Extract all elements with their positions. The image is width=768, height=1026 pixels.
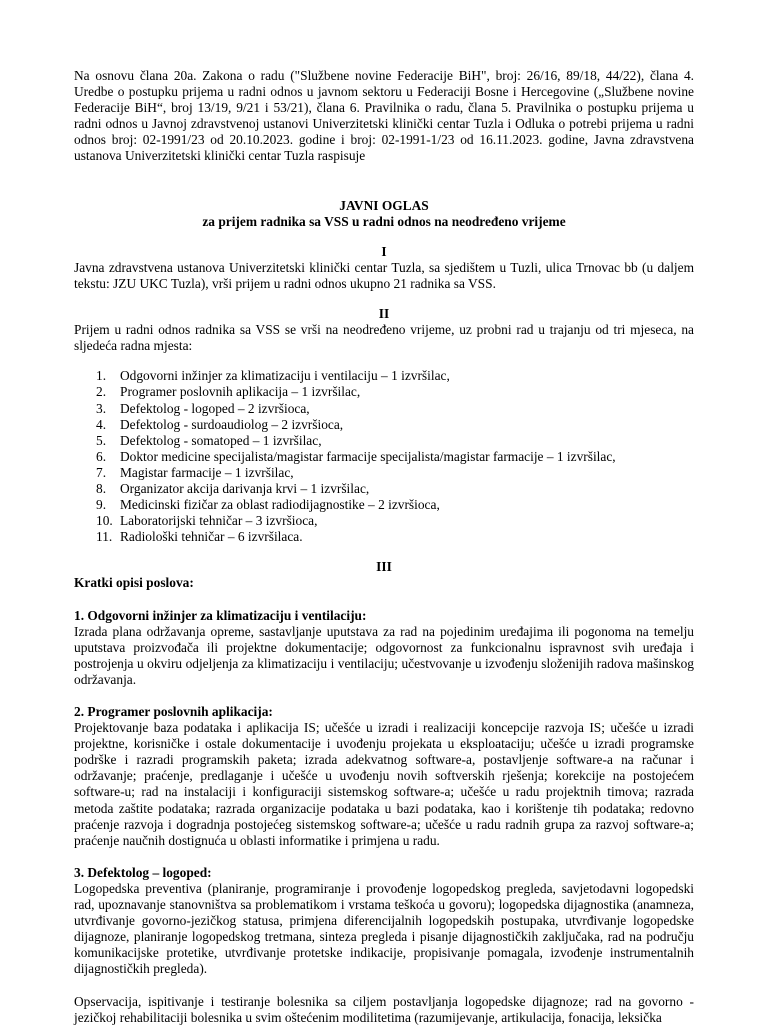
- section-numeral-2: II: [378, 306, 390, 322]
- list-item-number: 5.: [96, 432, 107, 448]
- job-2-title: 2. Programer poslovnih aplikacija:: [74, 704, 273, 719]
- section-2-text: Prijem u radni odnos radnika sa VSS se vrši na neodređeno vrijeme, uz probni rad u trajanju od tri mjeseca, na sljedeća radna mjesta:: [74, 322, 694, 354]
- intro-paragraph: Na osnovu člana 20a. Zakona o radu ("Službene novine Federacije BiH", broj: 26/16, 89/18, 44/22), člana 4. Uredbe o postupku prijema u radni odnos u javnom sektoru u Federaciji Bosne i Hercegovine („Službene novine Federacije BiH“, broj 13/19, 9/21 i 53/21), člana 6. Pravilnika o radu, člana 5. Pravilnika o postupku prijema u radni odnos u Javnoj zdravstvenoj ustanovi Univerzitetski klinički centar Tuzla i Odluka o potrebi prijema u radni odnos broj: 02-1991/23 od 20.10.2023. godine i broj: 02-1991-1/23 od 16.11.2023. godine, Javna zdravstvena ustanova Univerzitetski klinički centar Tuzla raspisuje: [74, 68, 694, 164]
- list-item-number: 4.: [96, 416, 107, 432]
- list-item: [74, 465, 694, 481]
- list-item-text: Magistar farmacije – 1 izvršilac,: [120, 464, 294, 480]
- announcement-subtitle: za prijem radnika sa VSS u radni odnos na neodređeno vrijeme: [202, 213, 566, 229]
- list-item-number: 11.: [96, 529, 113, 545]
- list-item-number: 1.: [96, 368, 107, 384]
- section-numeral-1: I: [381, 243, 387, 259]
- job-1-title: 1. Odgovorni inžinjer za klimatizaciju i ventilaciju:: [74, 607, 367, 623]
- list-item-text: Medicinski fizičar za oblast radiodijagnostike – 2 izvršioca,: [120, 497, 440, 513]
- list-item: [74, 401, 694, 417]
- section-1-text: Javna zdravstvena ustanova Univerzitetski klinički centar Tuzla, sa sjedištem u Tuzli, ulica Trnovac bb (u daljem tekstu: JZU UKC Tuzla), vrši prijem u radni odnos ukupno 21 radnika sa VSS.: [74, 259, 694, 291]
- list-item: [74, 368, 694, 384]
- list-item-number: 10.: [96, 513, 113, 529]
- list-item-number: 3.: [96, 400, 107, 416]
- list-item: [74, 433, 694, 449]
- list-item-text: Defektolog - surdoaudiolog – 2 izvršioca,: [120, 416, 344, 432]
- list-item-text: Doktor medicine specijalista/magistar farmacije specijalista/magistar farmacije – 1 izvršilac,: [120, 448, 616, 464]
- list-item: [74, 417, 694, 433]
- list-item: [74, 513, 694, 529]
- announcement-title-block: [74, 198, 694, 230]
- list-item-text: Organizator akcija darivanja krvi – 1 izvršilac,: [120, 480, 370, 496]
- list-item-number: 7.: [96, 464, 107, 480]
- list-item-text: Programer poslovnih aplikacija – 1 izvršilac,: [120, 384, 361, 400]
- section-numeral-3: III: [376, 559, 392, 575]
- positions-list: [74, 368, 694, 545]
- list-item: [74, 384, 694, 400]
- list-item: [74, 481, 694, 497]
- list-item: [74, 449, 694, 465]
- list-item: [74, 497, 694, 513]
- job-2-description: Projektovanje baza podataka i aplikacija IS; učešće u izradi i realizaciji koncepcije razvoja IS; učešće u izradi projektne, korisničke i ostale dokumentacije i uvođenju projekata u eksploataciju; učešće u izradi programske podrške i razradi programskih paketa; izrada adekvatnog software-a, postavljenje software-a na računar i održavanje; praćenje, predlaganje i učešće u uvođenju novih softverskih rješenja; korekcije na postojećem software-u; rad na instalaciji i konfiguraciji sistemskog software-a; učešće u radu projektnih timova; razrada metoda zaštite podataka; razrada organizacije podataka u bazi podataka, kao i korištenje tih podataka; redovno praćenje razvoja i dogradnja postojećeg sistemskog software-a; učešće u radu radnih grupa za razvoj software-a; praćenje naučnih dostignuća u oblasti informatike i primjena u radu.: [74, 720, 694, 848]
- list-item-text: Odgovorni inžinjer za klimatizaciju i ventilaciju – 1 izvršilac,: [120, 368, 450, 384]
- list-item: [74, 529, 694, 545]
- job-1-description: Izrada plana održavanja opreme, sastavljanje uputstava za rad na pojedinim uređajima ili pogonoma na temelju uputstava proizvođača ili projektne dokumentacije; odgovornost za funkcionalnu ispravnost svih uređaja i postrojenja u okviru odjeljenja za klimatizaciju i ventilaciju; učestvovanje u izvođenju složenijih radova mašinskog održavanja.: [74, 623, 694, 687]
- list-item-number: 9.: [96, 497, 107, 513]
- job-3-description-continued: Opservacija, ispitivanje i testiranje bolesnika sa ciljem postavljanja logopedske dijagnoze; rad na govorno - jezičkoj rehabilitaciji bolesnika u svim oštećenim modilitetima (razumijevanje, artikulacija, fonacija, leksička: [74, 993, 694, 1025]
- job-3-description: Logopedska preventiva (planiranje, programiranje i provođenje logopedskog pregleda, savjetodavni logopedski rad, upoznavanje stanovništva sa problematikom i vrstama teškoća u govoru); logopedska dijagnostika (anamneza, utvrđivanje govorno-jezičkog statusa, primjena diferencijalnih logopedskih postupaka, utvrđivanje logopedske dijagnoze, planiranje logopedskog tretmana, sinteza pregleda i pisanje dijagnostičkih zaključaka, rad na području komunikacijske protetike, utvrđivanje protetske indikacije, propisivanje pomagala, izvođenje instrumentalnih dijagnostičkih pregleda).: [74, 880, 694, 977]
- list-item-text: Defektolog - somatoped – 1 izvršilac,: [120, 432, 322, 448]
- list-item-number: 8.: [96, 480, 107, 496]
- section-3-heading: Kratki opisi poslova:: [74, 575, 194, 591]
- list-item-text: Defektolog - logoped – 2 izvršioca,: [120, 400, 310, 416]
- list-item-text: Radiološki tehničar – 6 izvršilaca.: [120, 529, 303, 545]
- job-3-title: 3. Defektolog – logoped:: [74, 864, 212, 880]
- list-item-text: Laboratorijski tehničar – 3 izvršioca,: [120, 513, 318, 529]
- announcement-title: JAVNI OGLAS: [339, 197, 429, 213]
- list-item-number: 2.: [96, 384, 107, 400]
- list-item-number: 6.: [96, 448, 107, 464]
